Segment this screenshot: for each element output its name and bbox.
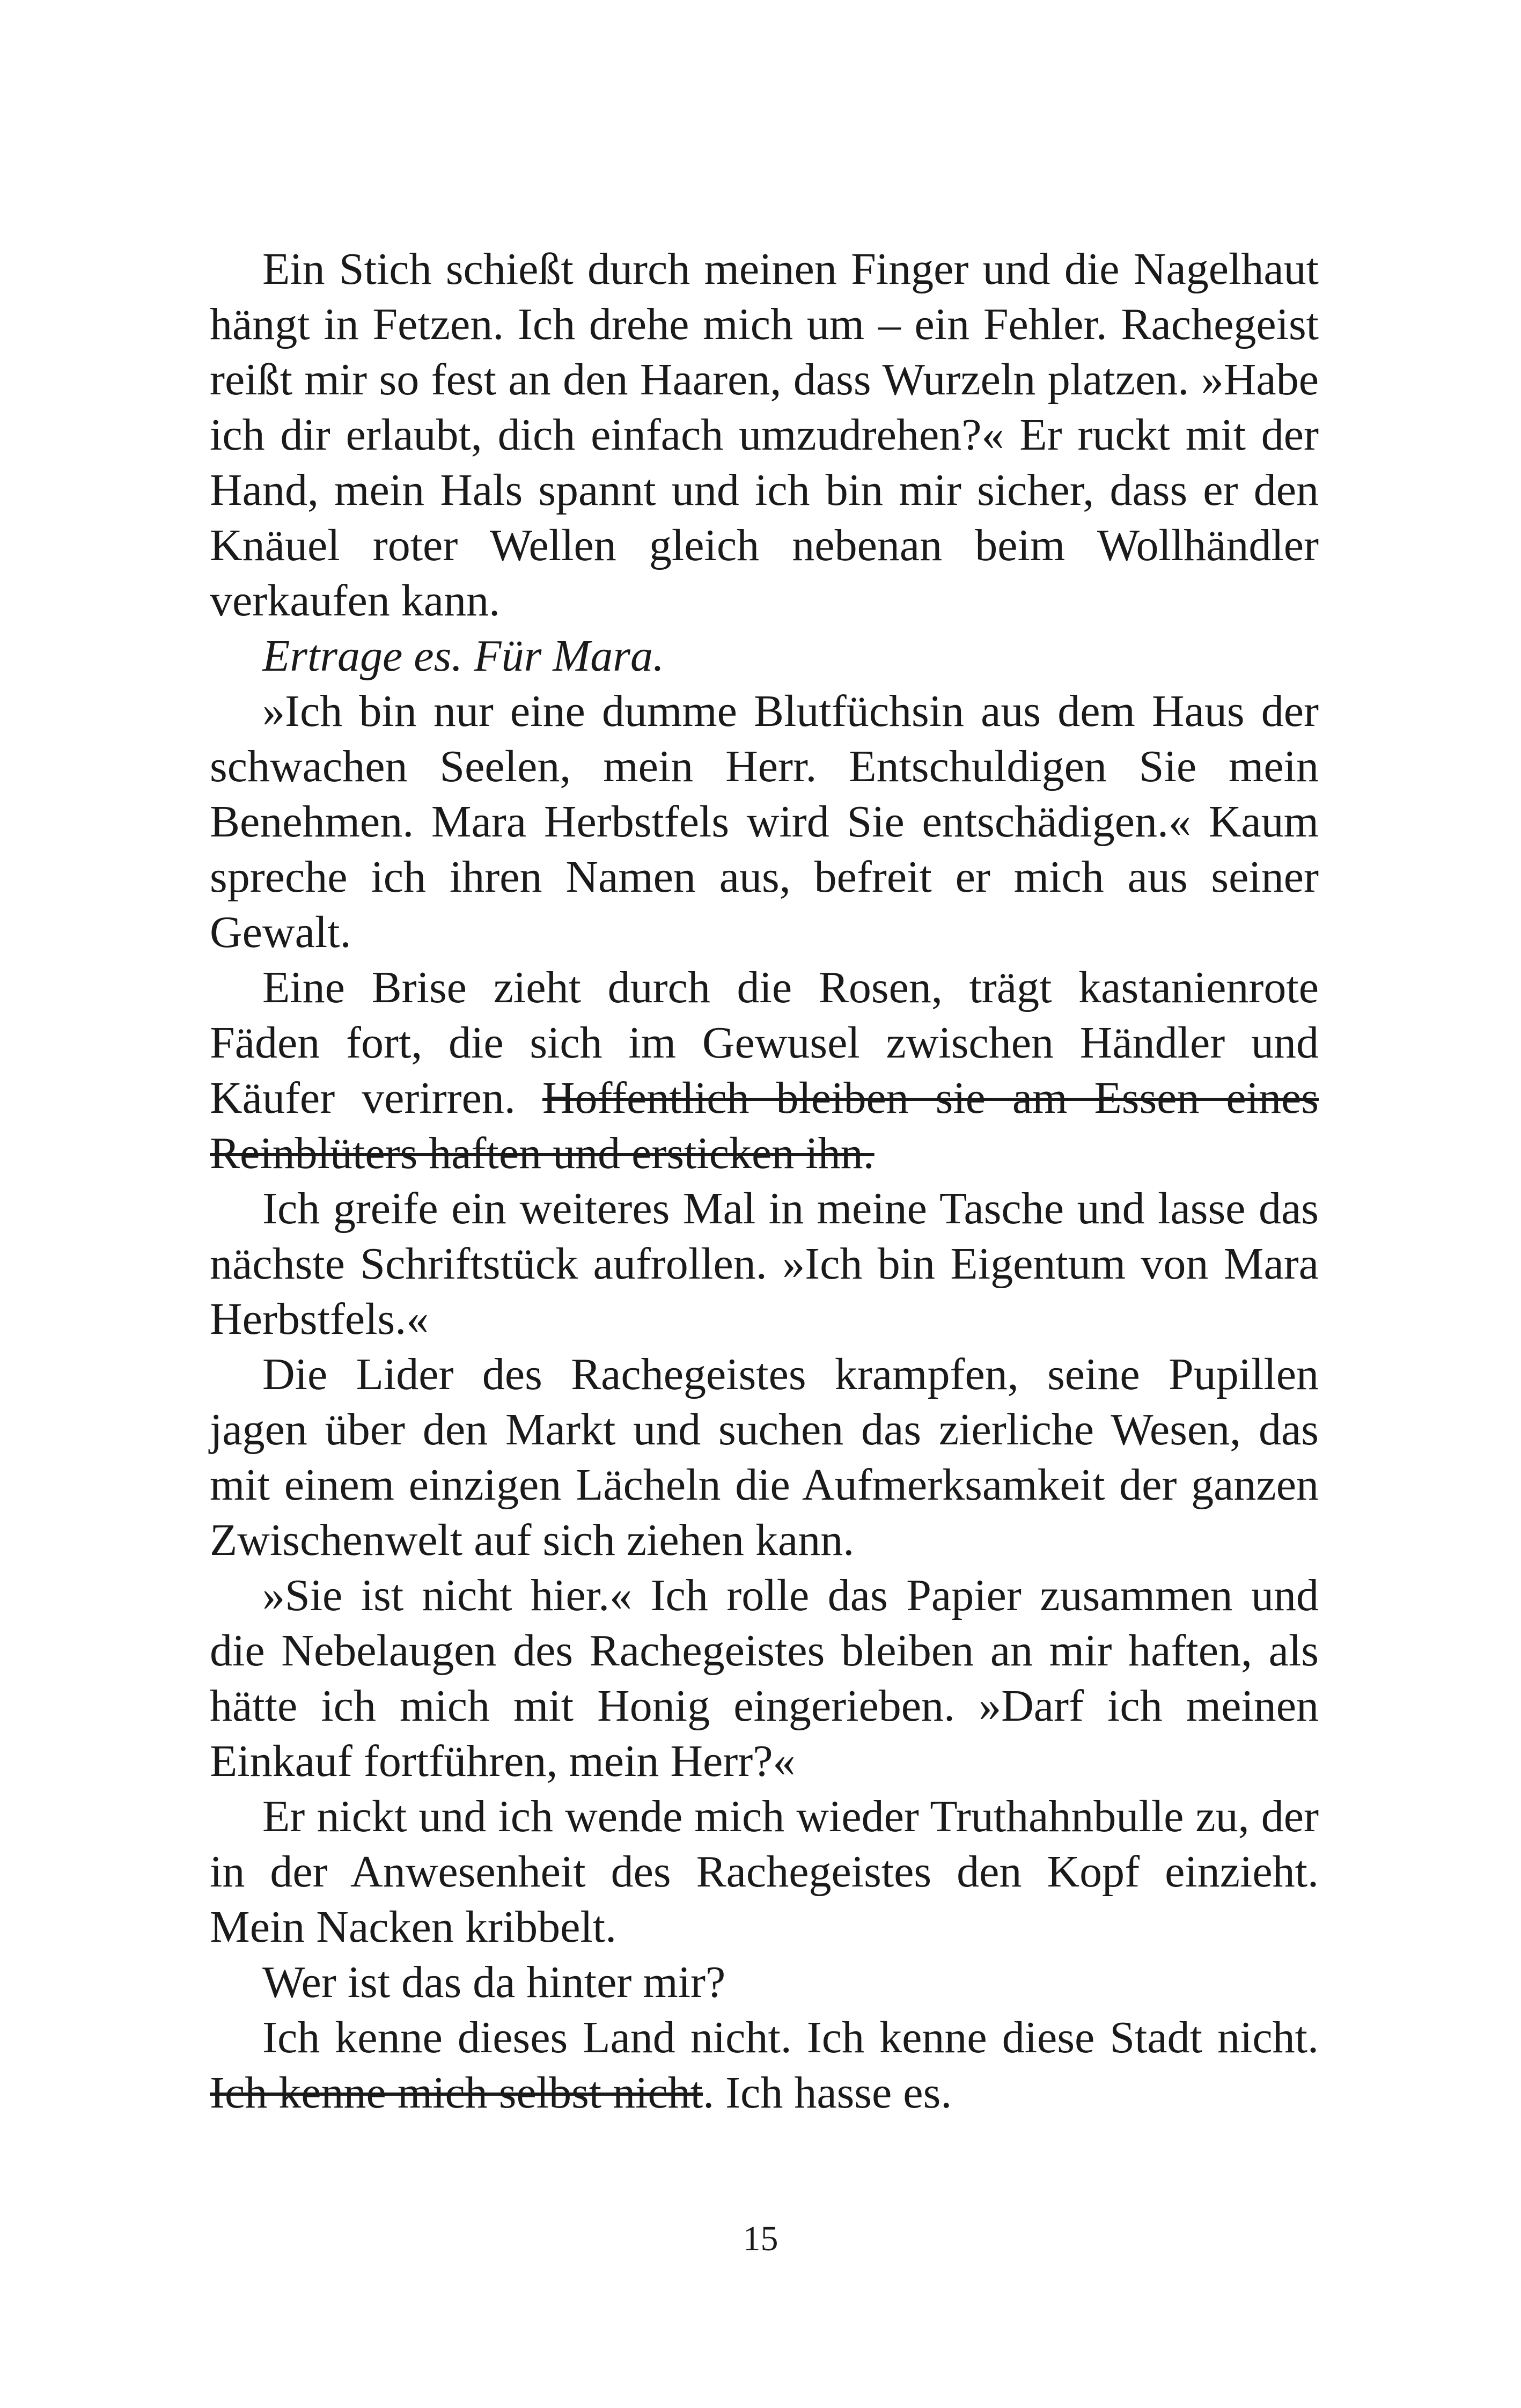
paragraph-text: Ich greife ein weiteres Mal in meine Tasche und lasse das nächste Schriftstück aufrollen. »Ich bin Eigentum von Mara Herbstfels.« xyxy=(210,1184,1319,1344)
paragraph xyxy=(210,1955,1319,2010)
paragraph-text: . Ich hasse es. xyxy=(703,2068,952,2118)
paragraph-text: »Sie ist nicht hier.« Ich rolle das Papier zusammen und die Nebelaugen des Rachegeistes bleiben an mir haften, als hätte ich mich mit Honig eingerieben. »Darf ich meinen Einkauf fortführen, mein Herr?« xyxy=(210,1570,1319,1786)
struck-through-text: Hoffentlich bleiben sie am Essen eines Reinblüters haften und ersticken ihn. xyxy=(210,1073,1319,1178)
paragraph xyxy=(210,1789,1319,1955)
paragraph xyxy=(210,2010,1319,2120)
paragraph-text: Er nickt und ich wende mich wieder Truthahnbulle zu, der in der Anwesenheit des Rachegeistes den Kopf einzieht. Mein Nacken kribbelt. xyxy=(210,1792,1319,1952)
struck-through-text: Ich kenne mich selbst nicht xyxy=(210,2068,703,2118)
page-number: 15 xyxy=(743,2219,778,2258)
paragraph-thought xyxy=(210,628,1319,684)
paragraph-text: Wer ist das da hinter mir? xyxy=(262,1957,726,2007)
paragraph xyxy=(210,1347,1319,1568)
italic-thought: Ertrage es. Für Mara. xyxy=(262,631,664,681)
paragraph xyxy=(210,241,1319,628)
paragraph xyxy=(210,684,1319,960)
paragraph xyxy=(210,960,1319,1181)
paragraph-text: Eine Brise zieht durch die Rosen, trägt kastanienrote Fäden fort, die sich im Gewusel zwischen Händler und Käufer verirren. xyxy=(210,963,1319,1123)
paragraph-text: »Ich bin nur eine dumme Blutfüchsin aus dem Haus der schwachen Seelen, mein Herr. Entschuldigen Sie mein Benehmen. Mara Herbstfels wird Sie entschädigen.« Kaum spreche ich ihren Namen aus, befreit er mich aus seiner Gewalt. xyxy=(210,686,1319,957)
paragraph-text: Die Lider des Rachegeistes krampfen, seine Pupillen jagen über den Markt und suchen das zierliche Wesen, das mit einem einzigen Lächeln die Aufmerksamkeit der ganzen Zwischenwelt auf sich ziehen kann. xyxy=(210,1349,1319,1565)
paragraph xyxy=(210,1181,1319,1347)
paragraph xyxy=(210,1568,1319,1789)
body-text xyxy=(210,241,1319,2120)
paragraph-text: Ich kenne dieses Land nicht. Ich kenne diese Stadt nicht. xyxy=(262,2013,1319,2062)
paragraph-text: Ein Stich schießt durch meinen Finger und die Nagelhaut hängt in Fetzen. Ich drehe mich um – ein Fehler. Rachegeist reißt mir so fest an den Haaren, dass Wurzeln platzen. »Habe ich dir erlaubt, dich einfach umzudrehen?« Er ruckt mit der Hand, mein Hals spannt und ich bin mir sicher, dass er den Knäuel roter Wellen gleich nebenan beim Wollhändler verkaufen kann. xyxy=(210,244,1319,626)
